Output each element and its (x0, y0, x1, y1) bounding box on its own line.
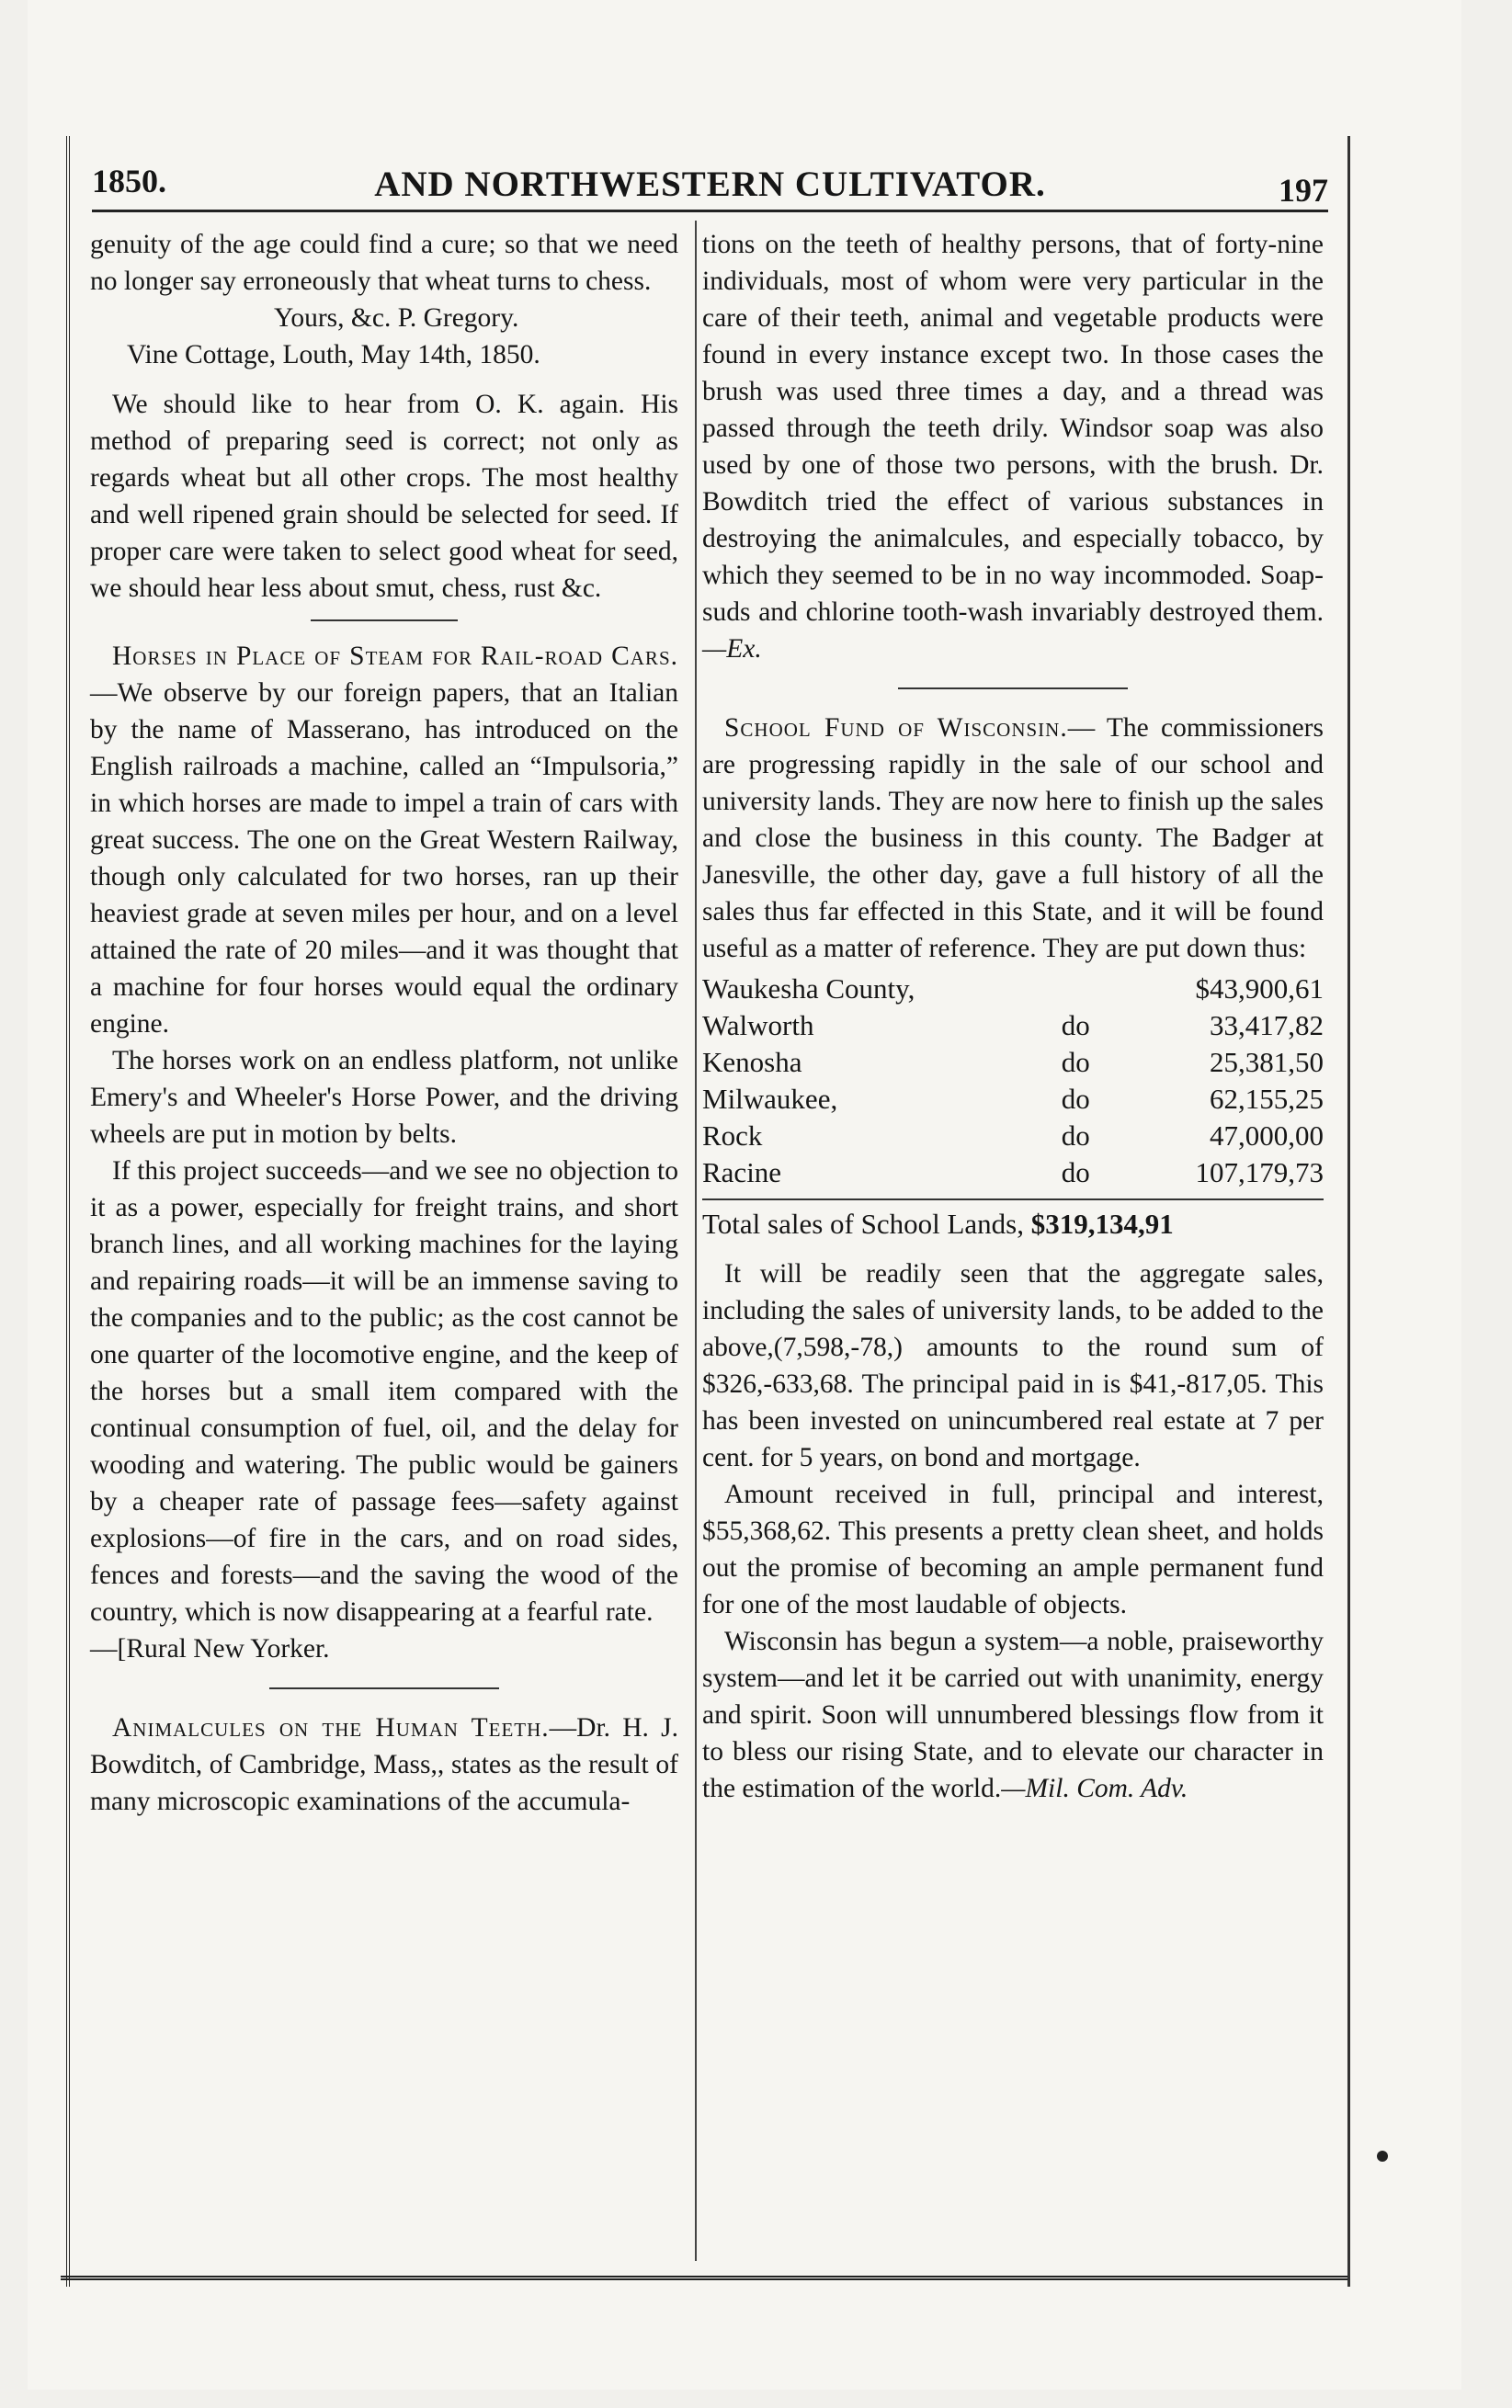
horses-heading: Horses in Place of Steam for Rail-road Cars. (112, 642, 678, 671)
ditto-mark (1043, 971, 1119, 1007)
animalcules-text: —Dr. H. J. Bowditch, of Cambridge, Mass,, states as the result of many microscopic examinations of the accumula- (90, 1713, 678, 1816)
school-text: — The commissioners are progressing rapidly in the sale of our school and university lands. They are now here to finish up the sales and close the business in this county. The Badger at Janesville, the other day, gave a full history of all the sales thus far effected in this State, and it will be found useful as a matter of reference. They are put down thus: (702, 713, 1324, 963)
sale-amount: 33,417,82 (1210, 1009, 1324, 1041)
sales-row (702, 971, 1324, 1007)
school-article-p4 (702, 1623, 1324, 1807)
sales-row (702, 1154, 1324, 1191)
right-column (702, 226, 1324, 1807)
sales-row (702, 1118, 1324, 1154)
horses-article-p2: The horses work on an endless platform, not unlike Emery's and Wheeler's Horse Power, and the driving wheels are put in motion by belts. (90, 1046, 678, 1149)
ditto-mark: do (1061, 1119, 1090, 1152)
county-name: Racine (702, 1156, 782, 1188)
horses-text: —We observe by our foreign papers, that an Italian by the name of Masserano, has introduced on the English railroads a machine, called an “Impulsoria,” in which horses are made to impel a train of cars with great success. The one on the Great Western Railway, though only calculated for two horses, ran up their heaviest grade at seven miles per hour, and on a level attained the rate of 20 miles—and it was thought that a machine for four horses would equal the ordinary engine. (90, 678, 678, 1039)
gregory-letter-end: genuity of the age could find a cure; so that we need no longer say erroneously that wheat turns to chess. (90, 230, 678, 296)
signature-place-date: Vine Cottage, Louth, May 14th, 1850. (127, 340, 540, 369)
school-article-p1 (702, 710, 1324, 967)
header-rule (92, 210, 1328, 212)
county-name: Waukesha County, (702, 972, 915, 1005)
school-article-p3: Amount received in full, principal and interest, $55,368,62. This presents a pretty clean sheet, and holds out the promise of becoming an ample permanent fund for one of the most laudable of objects. (702, 1480, 1324, 1619)
sale-amount: 47,000,00 (1210, 1119, 1324, 1152)
county-name: Milwaukee, (702, 1083, 838, 1115)
ditto-mark: do (1061, 1156, 1090, 1188)
animalcules-continuation (702, 226, 1324, 667)
animalcules-heading: Animalcules on the Human Teeth. (112, 1713, 550, 1743)
left-column (90, 226, 678, 1820)
animalcules-article-p1 (90, 1709, 678, 1820)
section-divider (269, 1687, 499, 1689)
sales-table (702, 971, 1324, 1191)
horses-source: —[Rural New Yorker. (90, 1634, 330, 1664)
county-name: Kenosha (702, 1046, 802, 1078)
section-divider (898, 687, 1128, 689)
horses-article-p3: If this project succeeds—and we see no objection to it as a power, especially for freight trains, and short branch lines, and all working machines for the laying and repairing roads—it will be an immense saving to the companies and to the public; as the cost cannot be one quarter of the locomotive engine, and the keep of the horses but a small item compared with the continual consumption of fuel, oil, and the delay for wooding and watering. The public would be gainers by a cheaper rate of passage fees—safety against explosions—of fire in the cars, and on road sides, fences and forests—and the saving the wood of the country, which is now disappearing at a fearful rate. (90, 1156, 678, 1627)
ditto-mark: do (1061, 1009, 1090, 1041)
ditto-mark: do (1061, 1083, 1090, 1115)
sale-amount: 62,155,25 (1210, 1083, 1324, 1115)
sale-amount: 107,179,73 (1195, 1156, 1324, 1188)
school-article-p2: It will be readily seen that the aggregate sales, including the sales of university lands, to be added to the above,(7,598,-78,) amounts to the round sum of $326,-633,68. The principal paid in is $41,-817,05. This has been invested on unincumbered real estate at 7 per cent. for 5 years, on bond and mortgage. (702, 1259, 1324, 1472)
total-rule (702, 1198, 1324, 1200)
total-line (702, 1206, 1324, 1243)
county-name: Rock (702, 1119, 763, 1152)
sale-amount: 25,381,50 (1210, 1046, 1324, 1078)
county-name: Walworth (702, 1009, 814, 1041)
section-divider (311, 619, 458, 621)
page-number: 197 (1279, 172, 1328, 209)
ink-dot (1377, 2151, 1388, 2162)
total-amount: $319,134,91 (1030, 1208, 1174, 1240)
ditto-mark: do (1061, 1046, 1090, 1078)
editor-note: We should like to hear from O. K. again. His method of preparing seed is correct; not only as regards wheat but all other crops. The most healthy and well ripened grain should be selected for seed. If proper care were taken to select good wheat for seed, we should hear less about smut, chess, rust &c. (90, 390, 678, 603)
header-year: 1850. (92, 163, 166, 199)
running-header (92, 154, 1328, 211)
sale-amount: $43,900,61 (1195, 972, 1324, 1005)
school-p4-text: Wisconsin has begun a system—a noble, praiseworthy system—and let it be carried out with unanimity, energy and spirit. Soon will unnumbered blessings flow from it to bless our rising State, and to elevate our character in the estimation of the world. (702, 1627, 1324, 1803)
signature: Yours, &c. P. Gregory. (274, 303, 519, 333)
horses-article-p1 (90, 638, 678, 1042)
column-divider (695, 221, 697, 2261)
sales-row (702, 1081, 1324, 1118)
school-source: —Mil. Com. Adv. (1001, 1774, 1188, 1803)
bottom-rule (61, 2276, 1347, 2280)
animalcules-cont-text: tions on the teeth of healthy persons, that of forty-nine individuals, most of whom were very particular in the care of their teeth, animal and vegetable products were found in every instance except two. In those cases the brush was used three times a day, and a thread was passed through the teeth drily. Windsor soap was also used by one of those two persons, with the brush. Dr. Bowditch tried the effect of various substances in destroying the animalcules, and especially tobacco, by which they seemed to be in no way incommoded. Soap-suds and chlorine tooth-wash invariably destroyed them. (702, 230, 1324, 627)
total-label: Total sales of School Lands, (702, 1208, 1024, 1240)
header-title: AND NORTHWESTERN CULTIVATOR. (374, 165, 1046, 204)
sales-row (702, 1044, 1324, 1081)
animalcules-source: —Ex. (702, 634, 762, 664)
school-heading: School Fund of Wisconsin. (724, 713, 1068, 743)
sales-row (702, 1007, 1324, 1044)
